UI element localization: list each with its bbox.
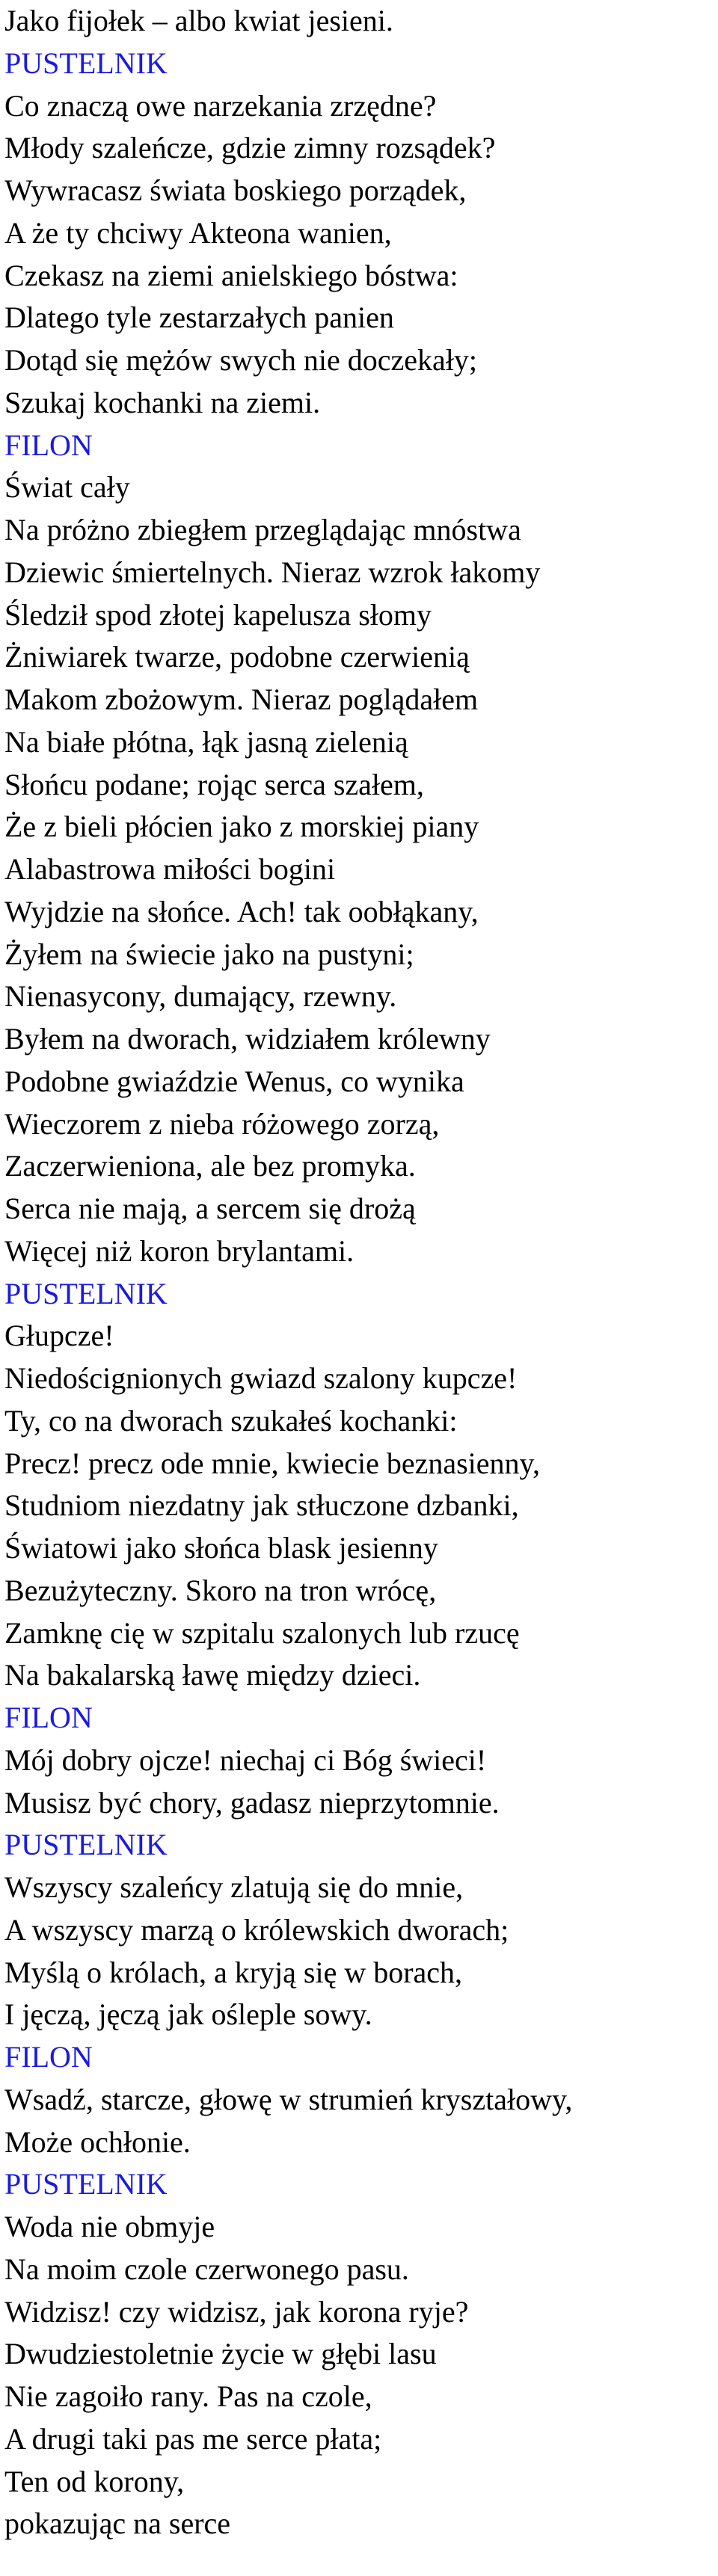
verse-line: A drugi taki pas me serce płata;: [4, 2421, 382, 2456]
verse-line: Dziewic śmiertelnych. Nieraz wzrok łakomy: [4, 555, 541, 589]
verse-line: Serca nie mają, a sercem się drożą: [4, 1192, 416, 1225]
verse-line: Wywracasz świata boskiego porządek,: [4, 173, 467, 207]
speaker-name: FILON: [4, 1701, 93, 1734]
verse-line: Na moim czole czerwonego pasu.: [4, 2252, 409, 2286]
speaker-name: FILON: [4, 2040, 93, 2074]
verse-line: A że ty chciwy Akteona wanien,: [4, 215, 392, 250]
verse-line: Jako fijołek – albo kwiat jesieni.: [4, 4, 393, 37]
verse-line: Dlatego tyle zestarzałych panien: [4, 301, 394, 335]
verse-line: Myślą o królach, a kryją się w borach,: [4, 1955, 463, 1989]
verse-line: Wsadź, starcze, głowę w strumień kryształowy,: [4, 2082, 573, 2116]
verse-line: Studniom niezdatny jak stłuczone dzbanki,: [4, 1488, 519, 1523]
speaker-name: PUSTELNIK: [4, 2167, 168, 2201]
verse-line: Woda nie obmyje: [4, 2210, 215, 2243]
verse-line: Co znaczą owe narzekania zrzędne?: [4, 88, 437, 123]
verse-line: Nienasycony, dumający, rzewny.: [4, 979, 397, 1014]
verse-line: Dwudziestoletnie życie w głębi lasu: [4, 2337, 437, 2371]
verse-line: Widzisz! czy widzisz, jak korona ryje?: [4, 2294, 469, 2329]
speaker-name: PUSTELNIK: [4, 1276, 168, 1310]
speaker-name: PUSTELNIK: [4, 46, 168, 80]
verse-line: Żniwiarek twarze, podobne czerwienią: [4, 640, 470, 674]
speaker-name: FILON: [4, 428, 93, 462]
verse-line: Głupcze!: [4, 1319, 114, 1353]
verse-line: Wszyscy szaleńcy zlatują się do mnie,: [4, 1870, 464, 1904]
verse-line: Młody szaleńcze, gdzie zimny rozsądek?: [4, 131, 496, 165]
verse-line: Na bakalarską ławę między dzieci.: [4, 1658, 421, 1692]
verse-line: Śledził spod złotej kapelusza słomy: [4, 597, 432, 632]
verse-line: Makom zbożowym. Nieraz poglądałem: [4, 682, 479, 716]
verse-line: Podobne gwiaździe Wenus, co wynika: [4, 1064, 464, 1098]
drama-text-page: [4, 0, 715, 2545]
verse-line: Precz! precz ode mnie, kwiecie beznasienny,: [4, 1446, 540, 1480]
verse-line: Słońcu podane; rojąc serca szałem,: [4, 767, 424, 801]
verse-line: Na próżno zbiegłem przeglądając mnóstwa: [4, 513, 521, 546]
verse-line: I jęczą, jęczą jak ośleple sowy.: [4, 1997, 372, 2032]
verse-line: Że z bieli płócien jako z morskiej piany: [4, 810, 479, 844]
verse-line: Nie zagoiło rany. Pas na czole,: [4, 2379, 372, 2413]
verse-line: Musisz być chory, gadasz nieprzytomnie.: [4, 1785, 500, 1819]
verse-line: Światowi jako słońca blask jesienny: [4, 1531, 438, 1565]
verse-line: Czekasz na ziemi anielskiego bóstwa:: [4, 258, 458, 292]
verse-line: Bezużyteczny. Skoro na tron wrócę,: [4, 1573, 437, 1607]
verse-line: Wieczorem z nieba różowego zorzą,: [4, 1106, 440, 1141]
verse-line: Na białe płótna, łąk jasną zielenią: [4, 724, 408, 759]
verse-line: Więcej niż koron brylantami.: [4, 1233, 355, 1268]
verse-line: Niedoścignionych gwiazd szalony kupcze!: [4, 1361, 518, 1395]
verse-line: pokazując na serce: [4, 2506, 231, 2541]
verse-line: Byłem na dworach, widziałem królewny: [4, 1022, 491, 1056]
verse-line: Alabastrowa miłości bogini: [4, 852, 336, 886]
speaker-name: PUSTELNIK: [4, 1828, 168, 1862]
verse-line: A wszyscy marzą o królewskich dworach;: [4, 1912, 509, 1947]
verse-line: Dotąd się mężów swych nie doczekały;: [4, 343, 478, 377]
verse-line: Świat cały: [4, 470, 130, 505]
verse-line: Wyjdzie na słońce. Ach! tak oobłąkany,: [4, 894, 479, 928]
verse-line: Szukaj kochanki na ziemi.: [4, 385, 321, 419]
verse-line: Mój dobry ojcze! niechaj ci Bóg świeci!: [4, 1743, 487, 1777]
verse-line: Żyłem na świecie jako na pustyni;: [4, 937, 414, 971]
verse-line: Ten od korony,: [4, 2464, 185, 2498]
verse-line: Zamknę cię w szpitalu szalonych lub rzucę: [4, 1615, 520, 1650]
verse-line: Może ochłonie.: [4, 2124, 191, 2159]
verse-line: Zaczerwieniona, ale bez promyka.: [4, 1149, 416, 1183]
verse-line: Ty, co na dworach szukałeś kochanki:: [4, 1403, 458, 1438]
